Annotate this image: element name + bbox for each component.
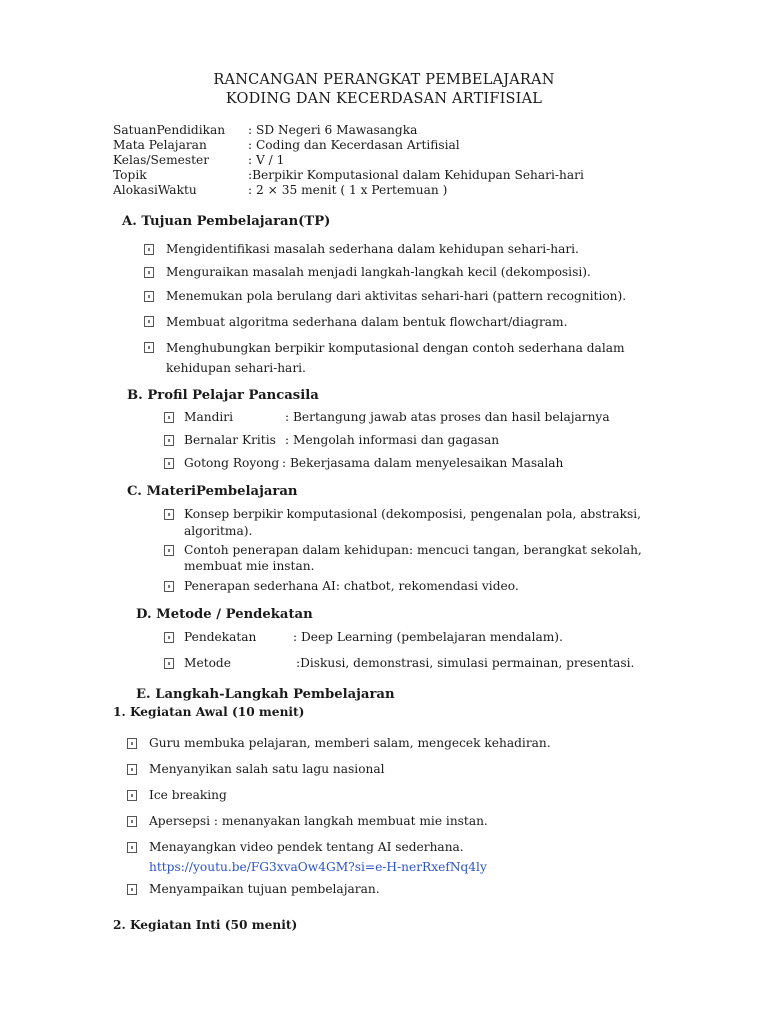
section-c-item: Konsep berpikir komputasional (dekomposisi, pengenalan pola, abstraksi, xyxy=(184,507,641,521)
section-c-item: Contoh penerapan dalam kehidupan: mencuci tangan, berangkat sekolah, xyxy=(184,543,642,557)
section-c-heading: C. MateriPembelajaran xyxy=(127,484,298,499)
profile-value-gotong: : Bekerjasama dalam menyelesaikan Masalah xyxy=(282,456,564,470)
method-value-metode: :Diskusi, demonstrasi, simulasi permainan, presentasi. xyxy=(296,656,635,670)
profile-label-gotong: Gotong Royong xyxy=(184,456,280,470)
info-label-mapel: Mata Pelajaran xyxy=(113,138,207,152)
bullet-icon xyxy=(127,842,137,853)
kegiatan-awal-item: Ice breaking xyxy=(149,788,227,802)
document-title-line-1: RANCANGAN PERANGKAT PEMBELAJARAN xyxy=(213,72,555,88)
bullet-icon xyxy=(164,509,174,520)
bullet-icon xyxy=(144,316,154,327)
info-value-mapel: : Coding dan Kecerdasan Artifisial xyxy=(248,138,460,152)
bullet-icon xyxy=(144,244,154,255)
section-d-heading: D. Metode / Pendekatan xyxy=(136,607,313,622)
info-value-alokasi: : 2 × 35 menit ( 1 x Pertemuan ) xyxy=(248,183,448,197)
kegiatan-awal-item: Menyanyikan salah satu lagu nasional xyxy=(149,762,385,776)
section-a-heading: A. Tujuan Pembelajaran(TP) xyxy=(122,214,331,229)
kegiatan-awal-item: Menyampaikan tujuan pembelajaran. xyxy=(149,882,380,896)
bullet-icon xyxy=(164,458,174,469)
video-link[interactable]: https://youtu.be/FG3xvaOw4GM?si=e-H-nerRxefNq4ly xyxy=(149,860,487,874)
kegiatan-awal-item: Menayangkan video pendek tentang AI sederhana. xyxy=(149,840,464,854)
kegiatan-inti-heading: 2. Kegiatan Inti (50 menit) xyxy=(113,918,298,932)
bullet-icon xyxy=(127,884,137,895)
bullet-icon xyxy=(164,632,174,643)
bullet-icon xyxy=(127,738,137,749)
info-label-satuan: SatuanPendidikan xyxy=(113,123,226,137)
section-c-item-continued: membuat mie instan. xyxy=(184,559,315,573)
section-a-item: Mengidentifikasi masalah sederhana dalam kehidupan sehari-hari. xyxy=(166,242,579,256)
bullet-icon xyxy=(127,790,137,801)
info-label-kelas: Kelas/Semester xyxy=(113,153,210,167)
profile-value-mandiri: : Bertangung jawab atas proses dan hasil belajarnya xyxy=(285,410,610,424)
section-a-item-continued: kehidupan sehari-hari. xyxy=(166,361,306,375)
profile-value-bernalar: : Mengolah informasi dan gagasan xyxy=(285,433,500,447)
bullet-icon xyxy=(144,267,154,278)
method-value-pendekatan: : Deep Learning (pembelajaran mendalam). xyxy=(293,630,563,644)
section-a-item: Menguraikan masalah menjadi langkah-langkah kecil (dekomposisi). xyxy=(166,265,591,279)
kegiatan-awal-item: Apersepsi : menanyakan langkah membuat mie instan. xyxy=(149,814,488,828)
info-value-satuan: : SD Negeri 6 Mawasangka xyxy=(248,123,418,137)
profile-label-mandiri: Mandiri xyxy=(184,410,234,424)
section-e-heading: E. Langkah-Langkah Pembelajaran xyxy=(136,687,395,702)
method-label-metode: Metode xyxy=(184,656,231,670)
section-a-item: Menghubungkan berpikir komputasional dengan contoh sederhana dalam xyxy=(166,341,625,355)
info-value-topik: :Berpikir Komputasional dalam Kehidupan Sehari-hari xyxy=(248,168,584,182)
method-label-pendekatan: Pendekatan xyxy=(184,630,257,644)
profile-label-bernalar: Bernalar Kritis xyxy=(184,433,276,447)
bullet-icon xyxy=(127,816,137,827)
bullet-icon xyxy=(164,658,174,669)
info-value-kelas: : V / 1 xyxy=(248,153,285,167)
info-label-alokasi: AlokasiWaktu xyxy=(113,183,197,197)
section-a-item: Membuat algoritma sederhana dalam bentuk flowchart/diagram. xyxy=(166,315,568,329)
bullet-icon xyxy=(164,435,174,446)
section-b-heading: B. Profil Pelajar Pancasila xyxy=(127,388,319,403)
info-label-topik: Topik xyxy=(113,168,147,182)
bullet-icon xyxy=(164,581,174,592)
section-c-item-continued: algoritma). xyxy=(184,524,253,538)
bullet-icon xyxy=(164,545,174,556)
section-a-item: Menemukan pola berulang dari aktivitas sehari-hari (pattern recognition). xyxy=(166,289,627,303)
bullet-icon xyxy=(144,342,154,353)
bullet-icon xyxy=(127,764,137,775)
kegiatan-awal-heading: 1. Kegiatan Awal (10 menit) xyxy=(113,705,305,719)
bullet-icon xyxy=(164,412,174,423)
section-c-item: Penerapan sederhana AI: chatbot, rekomendasi video. xyxy=(184,579,519,593)
bullet-icon xyxy=(144,291,154,302)
kegiatan-awal-item: Guru membuka pelajaran, memberi salam, mengecek kehadiran. xyxy=(149,736,551,750)
document-title-line-2: KODING DAN KECERDASAN ARTIFISIAL xyxy=(225,91,543,107)
